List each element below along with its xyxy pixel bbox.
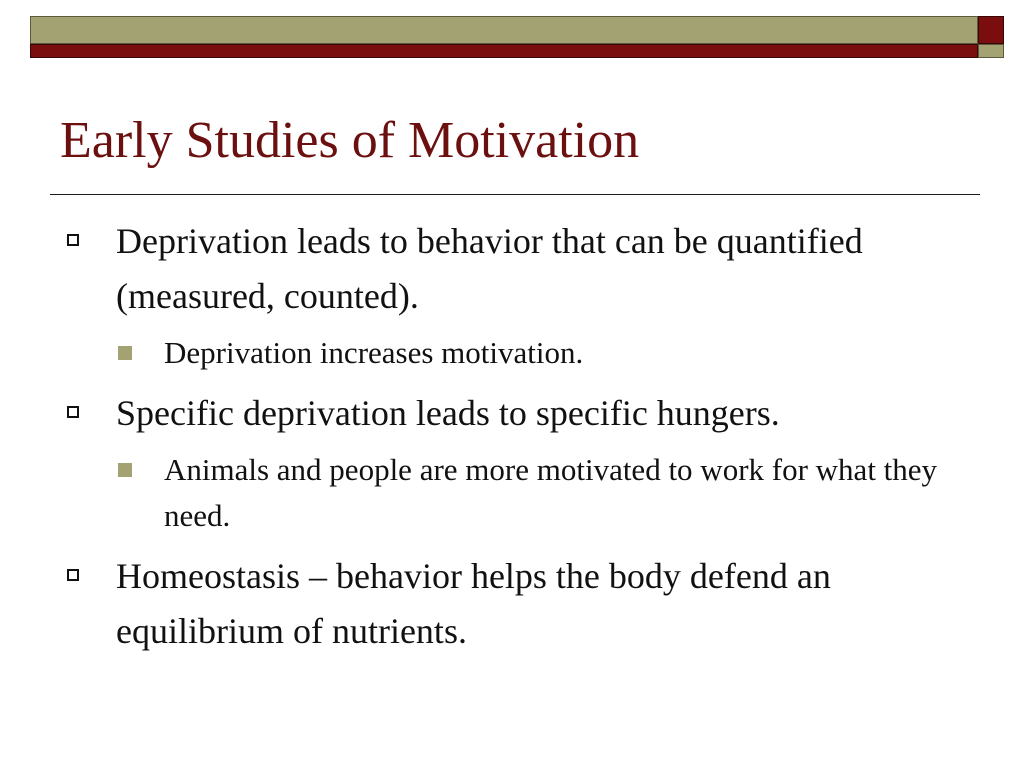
bullet-item xyxy=(0,386,1024,441)
header-band-olive xyxy=(30,16,978,44)
slide-body xyxy=(0,214,1024,665)
bullet-item xyxy=(0,549,1024,659)
slide-title: Early Studies of Motivation xyxy=(60,112,640,169)
header-corner-maroon xyxy=(978,16,1004,44)
header-corner-olive xyxy=(978,44,1004,58)
title-divider xyxy=(50,194,980,195)
sub-bullet-text: Animals and people are more motivated to work for what they need. xyxy=(164,452,938,533)
sub-bullet-item xyxy=(0,447,1024,539)
bullet-text: Specific deprivation leads to specific hungers. xyxy=(116,393,780,433)
filled-square-icon xyxy=(118,463,132,477)
sub-bullet-text: Deprivation increases motivation. xyxy=(164,335,584,370)
sub-bullet-item xyxy=(0,330,1024,376)
header-band-maroon xyxy=(30,44,978,58)
bullet-text: Deprivation leads to behavior that can be quantified (measured, counted). xyxy=(116,221,863,316)
hollow-square-icon xyxy=(67,406,79,418)
filled-square-icon xyxy=(118,346,132,360)
hollow-square-icon xyxy=(67,234,79,246)
hollow-square-icon xyxy=(67,569,79,581)
bullet-item xyxy=(0,214,1024,324)
bullet-text: Homeostasis – behavior helps the body defend an equilibrium of nutrients. xyxy=(116,556,831,651)
